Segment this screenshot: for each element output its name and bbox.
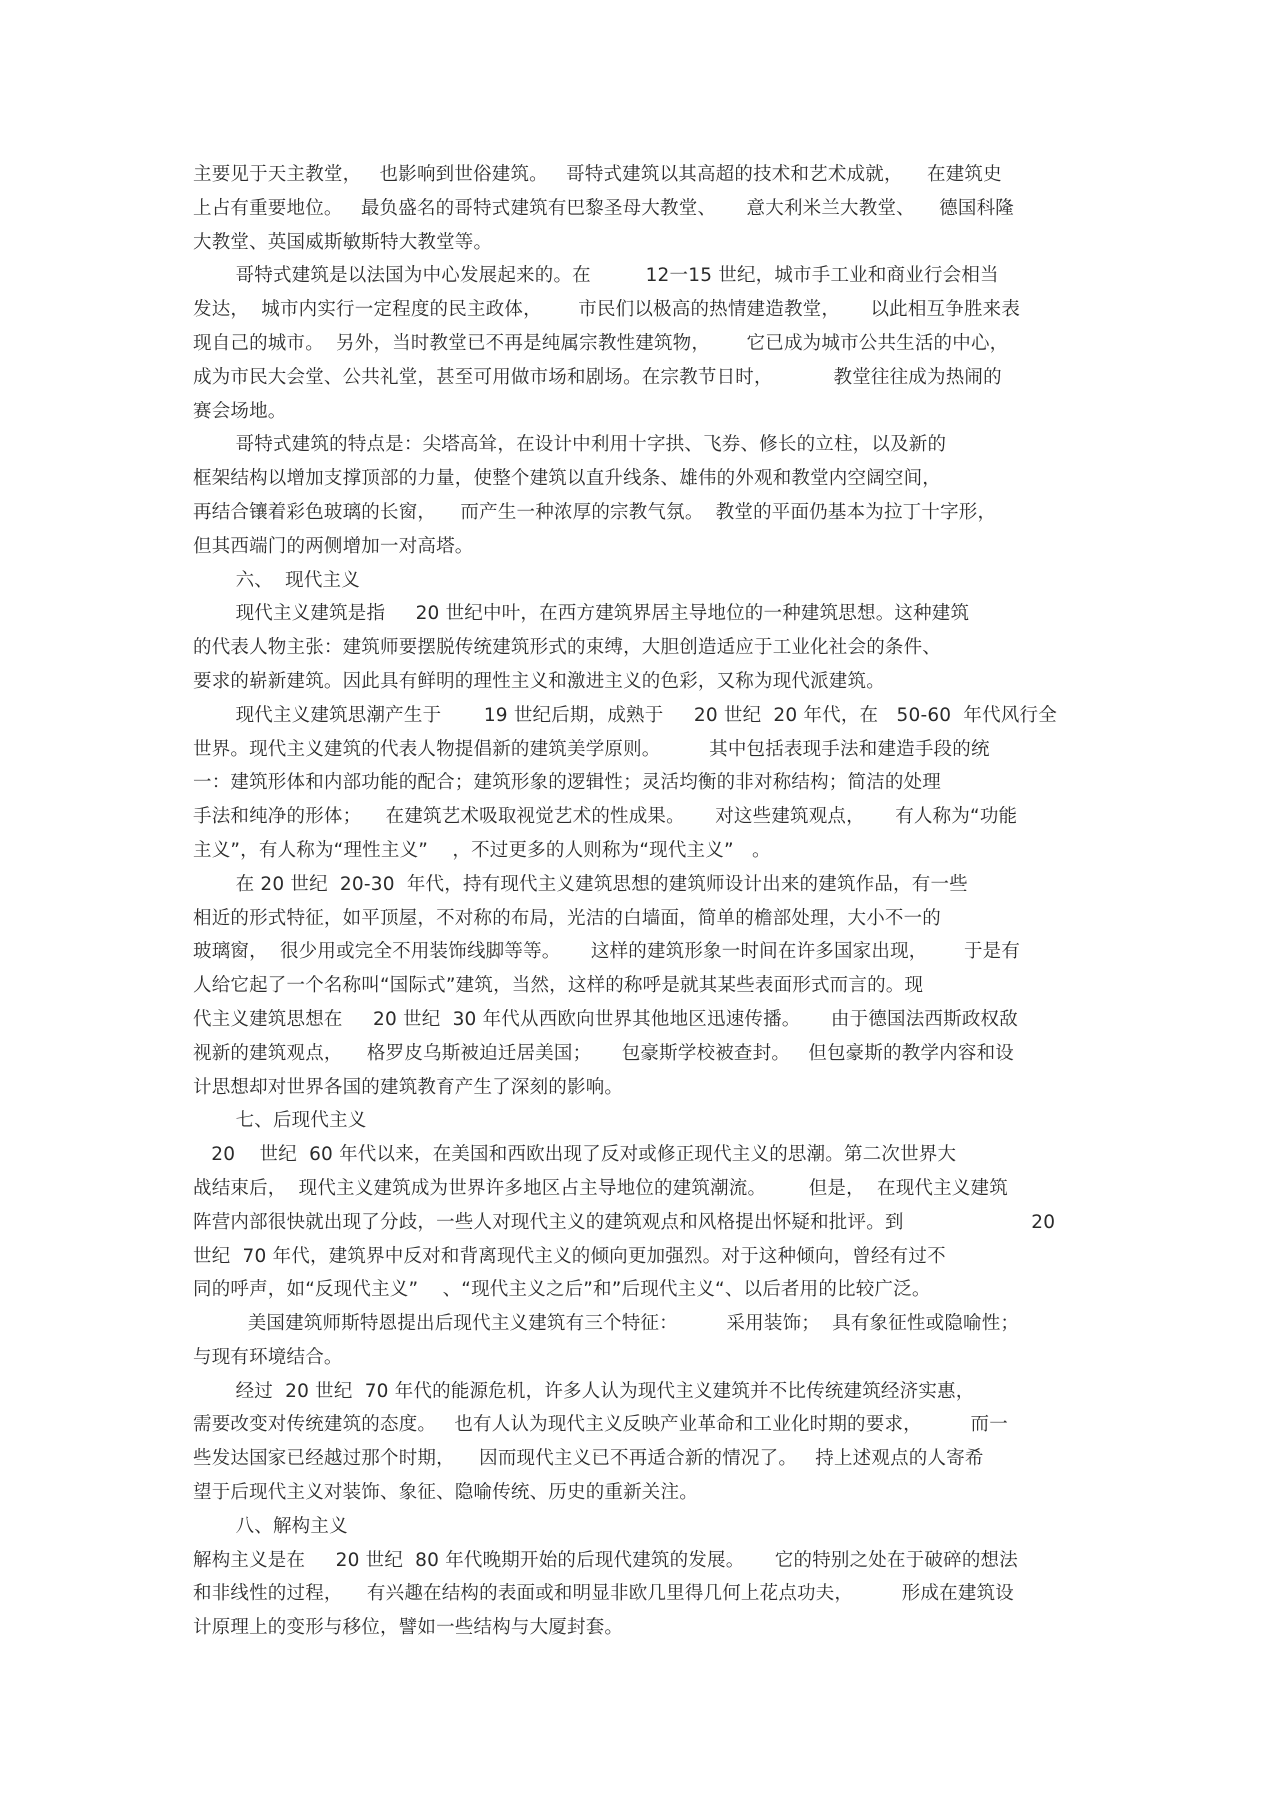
text-line: 在 20 世纪 20-30 年代，持有现代主义建筑思想的建筑师设计出来的建筑作品，有一些 [193,873,968,895]
text-line: 计原理上的变形与移位，譬如一些结构与大厦封套。 [193,1617,624,1639]
text-line: 成为市民大会堂、公共礼堂，甚至可用做市场和剧场。在宗教节日时， 教堂往往成为热闹的 [193,366,1002,388]
text-line: 人给它起了一个名称叫“国际式”建筑，当然，这样的称呼是就其某些表面形式而言的。现 [193,975,924,997]
section-heading: 六、 现代主义 [193,569,360,591]
text-line: 赛会场地。 [193,400,287,422]
text-line: 的代表人物主张：建筑师要摆脱传统建筑形式的束缚，大胆创造适应于工业化社会的条件、 [193,637,942,659]
text-line: 视新的建筑观点， 格罗皮乌斯被迫迁居美国； 包豪斯学校被查封。 但包豪斯的教学内容和设 [193,1042,1014,1064]
section-heading: 八、解构主义 [193,1515,348,1537]
text-line: 经过 20 世纪 70 年代的能源危机，许多人认为现代主义建筑并不比传统建筑经济实惠， [193,1380,975,1402]
text-line: 计思想却对世界各国的建筑教育产生了深刻的影响。 [193,1076,624,1098]
text-line: 玻璃窗， 很少用或完全不用装饰线脚等等。 这样的建筑形象一时间在许多国家出现， 于是有 [193,941,1021,963]
text-line: 代主义建筑思想在 20 世纪 30 年代从西欧向世界其他地区迅速传播。 由于德国法西斯政权敌 [193,1008,1018,1030]
text-line: 一：建筑形体和内部功能的配合；建筑形象的逻辑性；灵活均衡的非对称结构；简洁的处理 [193,772,942,794]
text-line: 现代主义建筑思潮产生于 19 世纪后期，成熟于 20 世纪 20 年代，在 50-60 年代风行全 [193,704,1057,726]
text-line: 同的呼声，如“反现代主义” 、“现代主义之后”和”后现代主义“、以后者用的比较广泛。 [193,1279,931,1301]
text-line: 战结束后， 现代主义建筑成为世界许多地区占主导地位的建筑潮流。 但是， 在现代主义建筑 [193,1177,1008,1199]
text-line: 现代主义建筑是指 20 世纪中叶，在西方建筑界居主导地位的一种建筑思想。这种建筑 [193,603,970,625]
text-line: 手法和纯净的形体； 在建筑艺术吸取视觉艺术的性成果。 对这些建筑观点， 有人称为“功能 [193,806,1018,828]
text-line: 框架结构以增加支撑顶部的力量，使整个建筑以直升线条、雄伟的外观和教堂内空阔空间， [193,468,942,490]
text-line: 相近的形式特征，如平顶屋，不对称的布局，光洁的白墙面，简单的檐部处理，大小不一的 [193,907,942,929]
text-line: 与现有环境结合。 [193,1346,343,1368]
text-line: 大教堂、英国威斯敏斯特大教堂等。 [193,231,493,253]
text-line: 再结合镶着彩色玻璃的长窗， 而产生一种浓厚的宗教气氛。 教堂的平面仍基本为拉丁十字形， [193,501,997,523]
text-line: 要求的崭新建筑。因此具有鲜明的理性主义和激进主义的色彩，又称为现代派建筑。 [193,670,885,692]
document-body [193,158,1093,1645]
section-heading: 七、后现代主义 [193,1110,367,1132]
text-line: 20 世纪 60 年代以来，在美国和西欧出现了反对或修正现代主义的思潮。第二次世界大 [193,1144,957,1166]
text-line: 发达， 城市内实行一定程度的民主政体， 市民们以极高的热情建造教堂， 以此相互争胜来表 [193,299,1021,321]
text-line: 哥特式建筑的特点是：尖塔高耸，在设计中利用十字拱、飞券、修长的立柱，以及新的 [193,434,947,456]
text-line: 解构主义是在 20 世纪 80 年代晚期开始的后现代建筑的发展。 它的特别之处在于破碎的想法 [193,1549,1018,1571]
text-line: 现自己的城市。 另外，当时教堂已不再是纯属宗教性建筑物， 它已成为城市公共生活的中心， [193,332,1009,354]
text-line: 主要见于天主教堂， 也影响到世俗建筑。 哥特式建筑以其高超的技术和艺术成就， 在建筑史 [193,164,1002,185]
text-line: 主义”，有人称为“理性主义” ，不过更多的人则称为“现代主义” 。 [193,839,771,861]
text-line: 和非线性的过程， 有兴趣在结构的表面或和明显非欧几里得几何上花点功夫， 形成在建筑设 [193,1583,1014,1605]
text-line: 望于后现代主义对装饰、象征、隐喻传统、历史的重新关注。 [193,1482,698,1504]
text-line: 需要改变对传统建筑的态度。 也有人认为现代主义反映产业革命和工业化时期的要求， 而一 [193,1414,1008,1436]
text-line: 世界。现代主义建筑的代表人物提倡新的建筑美学原则。 其中包括表现手法和建造手段的统 [193,738,990,760]
text-line: 些发达国家已经越过那个时期， 因而现代主义已不再适合新的情况了。 持上述观点的人寄希 [193,1448,984,1470]
text-line: 美国建筑师斯特恩提出后现代主义建筑有三个特征： 采用装饰； 具有象征性或隐喻性； [193,1313,1020,1335]
text-line: 阵营内部很快就出现了分歧，一些人对现代主义的建筑观点和风格提出怀疑和批评。到 20 [193,1211,1056,1233]
text-line: 哥特式建筑是以法国为中心发展起来的。在 12一15 世纪，城市手工业和商业行会相当 [193,265,999,287]
text-line: 上占有重要地位。 最负盛名的哥特式建筑有巴黎圣母大教堂、 意大利米兰大教堂、 德国科隆 [193,197,1014,219]
text-line: 但其西端门的两侧增加一对高塔。 [193,535,474,557]
text-line: 世纪 70 年代，建筑界中反对和背离现代主义的倾向更加强烈。对于这种倾向，曾经有过不 [193,1245,946,1267]
